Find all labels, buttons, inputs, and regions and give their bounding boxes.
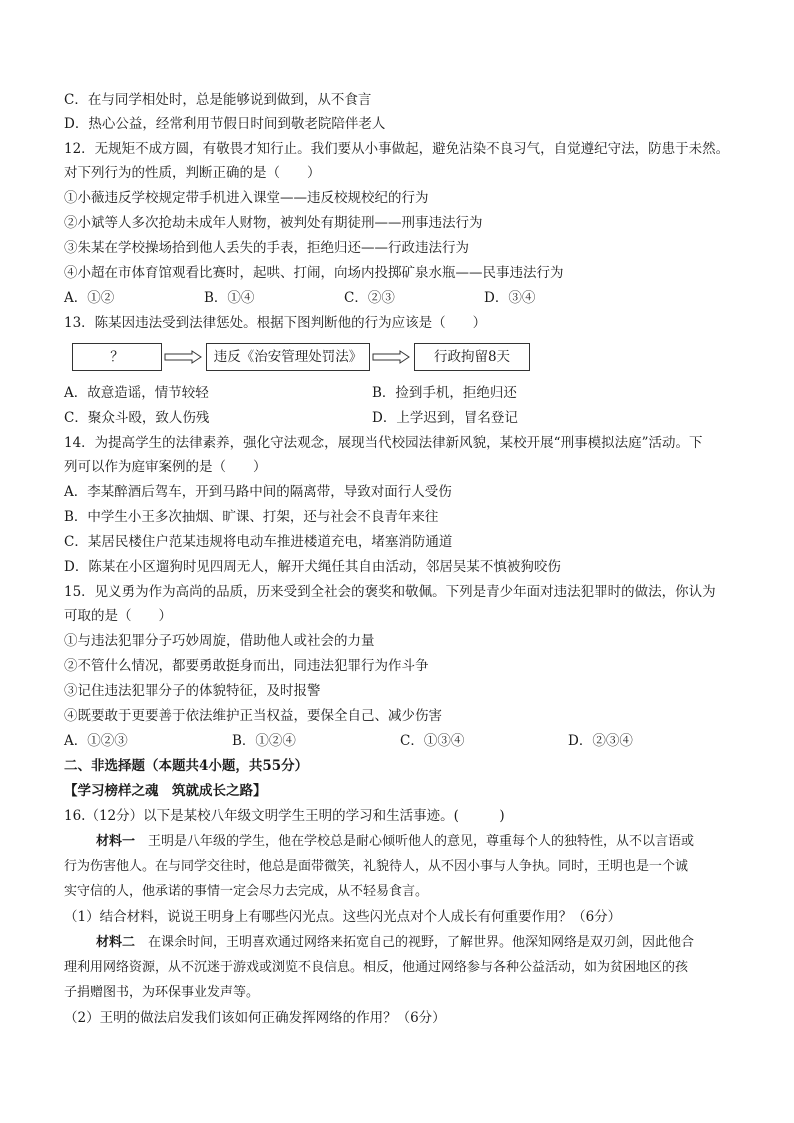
q12-item-3: ③朱某在学校操场拾到他人丢失的手表，拒绝归还——行政违法行为 (64, 240, 469, 256)
q14-option-b[interactable]: B．中学生小王多次抽烟、旷课、打架，还与社会不良青年来往 (64, 509, 439, 525)
q14-stem-line1: 14．为提高学生的法律素养，强化守法观念，展现当代校园法律新风貌，某校开展“刑事模拟法庭”活动。下 (64, 435, 703, 451)
q15-item-3: ③记住违法犯罪分子的体貌特征，及时报警 (64, 683, 321, 699)
q15-option-d[interactable]: D．②③④ (568, 733, 633, 749)
material-1-label: 材料一 (96, 834, 136, 849)
q12-options (64, 288, 744, 308)
q16-stem: 16.（12分）以下是某校八年级文明学生王明的学习和生活事迹。( ) (64, 808, 505, 824)
flow-box-law: 违反《治安管理处罚法》 (206, 343, 370, 371)
q12-stem-line1: 12．无规矩不成方圆，有敬畏才知行止。我们要从小事做起，避免沾染不良习气，自觉遵纪守法，防患于未然。 (64, 141, 730, 157)
q16-material-2-line1 (96, 933, 694, 953)
option-d-prev: D．热心公益，经常利用节假日时间到敬老院陪伴老人 (64, 116, 386, 132)
q13-options-row2 (64, 408, 744, 428)
q15-option-a[interactable]: A．①②③ (64, 733, 128, 749)
option-c-prev: C．在与同学相处时，总是能够说到做到，从不食言 (64, 92, 372, 108)
q15-option-c[interactable]: C．①③④ (400, 733, 465, 749)
q14-option-d[interactable]: D．陈某在小区遛狗时见四周无人，解开犬绳任其自由活动，邻居吴某不慎被狗咬伤 (64, 559, 561, 575)
section-2-title: 二、非选择题（本题共4小题，共55分） (64, 758, 309, 774)
q14-option-c[interactable]: C．某居民楼住户范某违规将电动车推进楼道充电，堵塞消防通道 (64, 534, 453, 550)
q16-material-2-line3: 子捐赠图书，为环保事业发声等。 (64, 985, 260, 1000)
q14-stem-line2: 列可以作为庭审案例的是（ ） (64, 459, 267, 475)
q13-options-row1 (64, 383, 744, 403)
material-2-label: 材料二 (96, 935, 136, 950)
q12-option-d[interactable]: D．③④ (484, 290, 536, 306)
q16-material-2-line2: 理利用网络资源，从不沉迷于游戏或浏览不良信息。相反，他通过网络参与各种公益活动，如为贫困地区的孩 (64, 960, 689, 975)
q15-options (64, 731, 744, 751)
q15-item-2: ②不管什么情况，都要勇敢挺身而出，同违法犯罪行为作斗争 (64, 658, 429, 674)
q12-option-c[interactable]: C．②③ (344, 290, 395, 306)
q15-stem-line2: 可取的是（ ） (64, 608, 172, 624)
q13-option-b[interactable]: B．捡到手机，拒绝归还 (372, 385, 517, 401)
material-1-text-1: 王明是八年级的学生，他在学校总是耐心倾听他人的意见，尊重每个人的独特性，从不以言语或 (148, 834, 695, 849)
flow-arrow-1-icon (164, 350, 202, 364)
q12-stem-line2: 对下列行为的性质，判断正确的是（ ） (64, 165, 321, 181)
q12-item-2: ②小斌等人多次抢劫未成年人财物，被判处有期徒刑——刑事违法行为 (64, 215, 483, 231)
q13-flow-diagram (72, 343, 532, 371)
q16-subquestion-2: （2）王明的做法启发我们该如何正确发挥网络的作用？（6分） (64, 1010, 446, 1026)
q12-option-a[interactable]: A．①② (64, 290, 115, 306)
q13-option-d[interactable]: D．上学迟到，冒名登记 (372, 410, 518, 426)
q15-option-b[interactable]: B．①②④ (232, 733, 296, 749)
q12-option-b[interactable]: B．①④ (204, 290, 255, 306)
q14-option-a[interactable]: A．李某醉酒后驾车，开到马路中间的隔离带，导致对面行人受伤 (64, 484, 452, 500)
flow-arrow-2-icon (372, 350, 410, 364)
q16-material-1-line1 (96, 832, 694, 852)
q15-stem-line1: 15．见义勇为作为高尚的品质，历来受到全社会的褒奖和敬佩。下列是青少年面对违法犯罪时的做法，你认为 (64, 584, 716, 600)
q13-option-c[interactable]: C．聚众斗殴，致人伤残 (64, 410, 210, 426)
q13-option-a[interactable]: A．故意造谣，情节较轻 (64, 385, 209, 401)
q16-subquestion-1: （1）结合材料，说说王明身上有哪些闪光点。这些闪光点对个人成长有何重要作用？（6分） (64, 909, 622, 925)
flow-box-unknown: ？ (72, 343, 162, 371)
q15-item-1: ①与违法犯罪分子巧妙周旋，借助他人或社会的力量 (64, 633, 375, 649)
q13-stem: 13．陈某因违法受到法律惩处。根据下图判断他的行为应该是（ ） (64, 315, 487, 331)
flow-box-penalty: 行政拘留8天 (414, 343, 530, 371)
q16-material-1-line3: 实守信的人，他承诺的事情一定会尽力去完成，从不轻易食言。 (64, 884, 429, 899)
q16-material-1-line2: 行为伤害他人。在与同学交往时，他总是面带微笑，礼貌待人，从不因小事与人争执。同时，王明也是一个诚 (64, 859, 689, 874)
q15-item-4: ④既要敢于更要善于依法维护正当权益，要保全自己、减少伤害 (64, 708, 442, 724)
section-2-theme: 【学习榜样之魂 筑就成长之路】 (64, 783, 267, 799)
q12-item-4: ④小超在市体育馆观看比赛时，起哄、打闹，向场内投掷矿泉水瓶——民事违法行为 (64, 265, 564, 281)
q12-item-1: ①小薇违反学校规定带手机进入课堂——违反校规校纪的行为 (64, 190, 429, 206)
material-2-text-1: 在课余时间，王明喜欢通过网络来拓宽自己的视野，了解世界。他深知网络是双刃剑，因此他合 (148, 935, 695, 950)
